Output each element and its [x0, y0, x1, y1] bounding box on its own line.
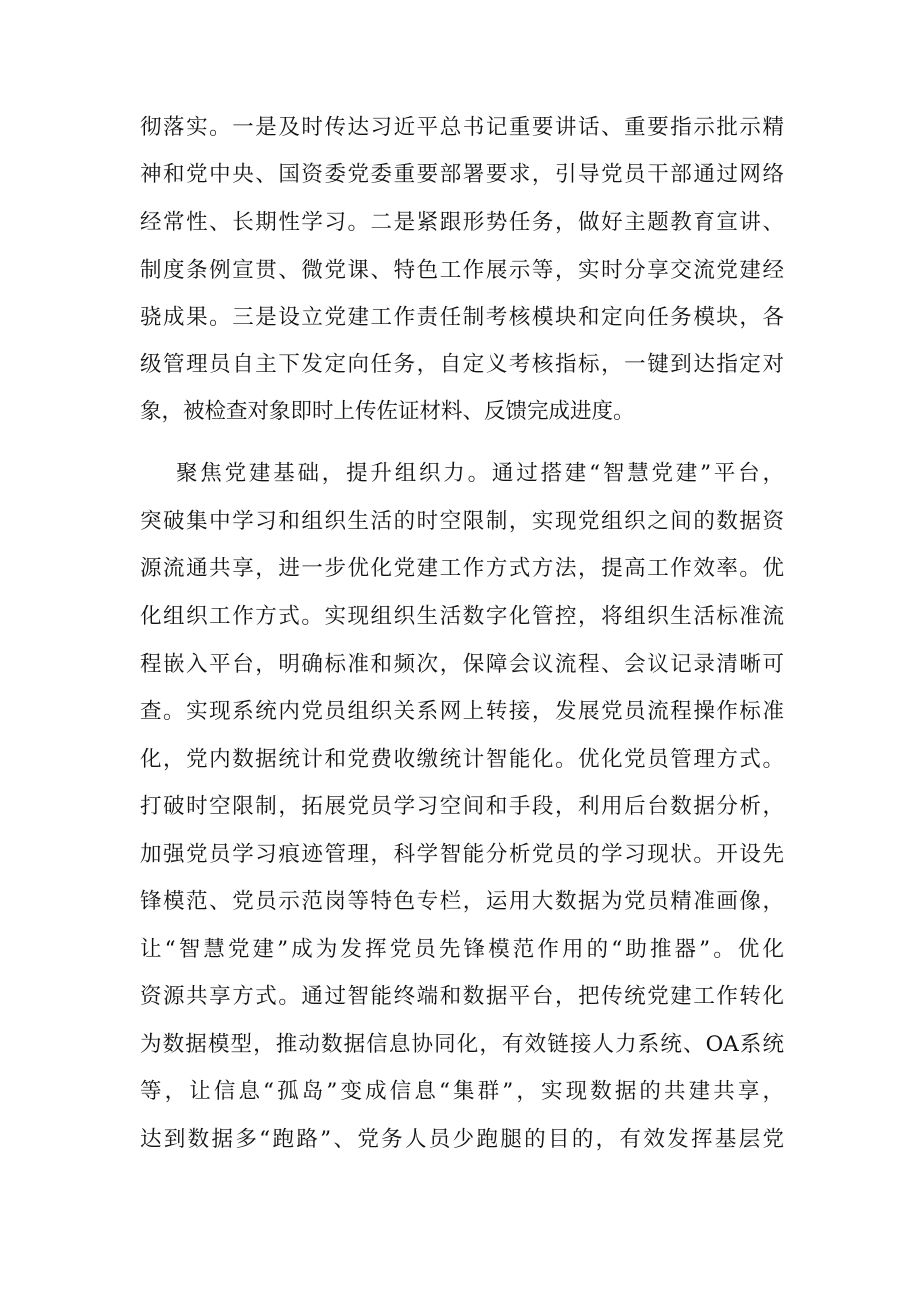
text-line: 聚焦党建基础，提升组织力。通过搭建“智慧党建”平台， — [176, 461, 784, 486]
text-line: 制度条例宣贯、微党课、特色工作展示等，实时分享交流党建经 — [140, 258, 784, 283]
text-line: 程嵌入平台，明确标准和频次，保障会议流程、会议记录清晰可 — [140, 652, 784, 677]
text-line: 骁成果。三是设立党建工作责任制考核模块和定向任务模块，各 — [140, 305, 784, 330]
text-line: 锋模范、党员示范岗等特色专栏，运用大数据为党员精准画像， — [140, 889, 784, 914]
text-line: 化，党内数据统计和党费收缴统计智能化。优化党员管理方式。 — [140, 747, 784, 772]
text-line: 加强党员学习痕迹管理，科学智能分析党员的学习现状。开设先 — [140, 842, 784, 867]
text-line: 达到数据多“跑路”、党务人员少跑腿的目的，有效发挥基层党 — [140, 1127, 784, 1152]
text-line: 打破时空限制，拓展党员学习空间和手段，利用后台数据分析， — [140, 794, 784, 819]
text-line: 化组织工作方式。实现组织生活数字化管控，将组织生活标准流 — [140, 604, 784, 629]
text-line: 经常性、长期性学习。二是紧跟形势任务，做好主题教育宣讲、 — [140, 210, 784, 235]
text-line: 级管理员自主下发定向任务，自定义考核指标，一键到达指定对 — [140, 352, 784, 377]
text-line: 为数据模型，推动数据信息协同化，有效链接人力系统、OA系统 — [140, 1032, 784, 1057]
text-line: 源流通共享，进一步优化党建工作方式方法，提高工作效率。优 — [140, 556, 784, 581]
text-line: 让“智慧党建”成为发挥党员先锋模范作用的“助推器”。优化 — [140, 937, 784, 962]
text-line: 等，让信息“孤岛”变成信息“集群”，实现数据的共建共享， — [140, 1079, 784, 1104]
text-line: 神和党中央、国资委党委重要部署要求，引导党员干部通过网络 — [140, 162, 784, 187]
text-line: 突破集中学习和组织生活的时空限制，实现党组织之间的数据资 — [140, 509, 784, 534]
text-line: 象，被检查对象即时上传佐证材料、反馈完成进度。 — [140, 399, 635, 424]
text-line: 查。实现系统内党员组织关系网上转接，发展党员流程操作标准 — [140, 699, 784, 724]
text-line: 资源共享方式。通过智能终端和数据平台，把传统党建工作转化 — [140, 984, 784, 1009]
text-line: 彻落实。一是及时传达习近平总书记重要讲话、重要指示批示精 — [140, 115, 784, 140]
